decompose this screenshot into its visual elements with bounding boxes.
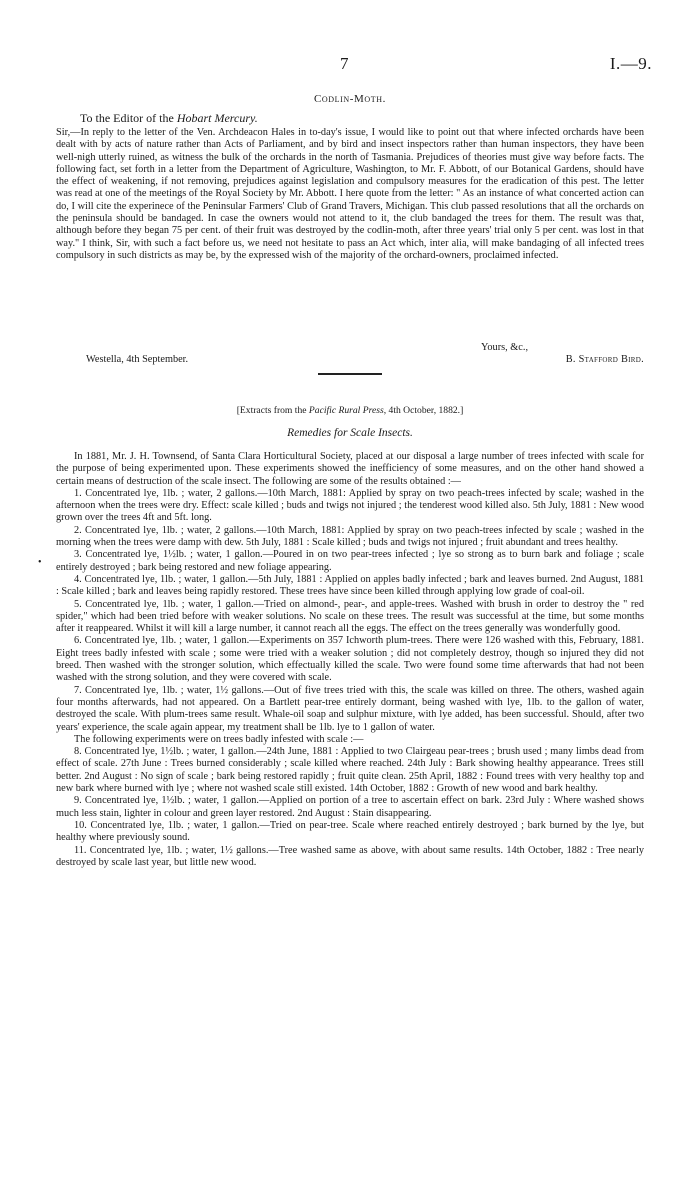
salutation [80, 111, 258, 126]
extract-subtitle: Remedies for Scale Insects. [287, 427, 413, 439]
place-date: Westella, 4th September. [86, 354, 189, 365]
extract-paragraph: 6. Concentrated lye, 1lb. ; water, 1 gallon.—Experiments on 357 Ichworth plum-trees. There were 126 washed with this, February, 1881. Eight trees badly infested with scale ; some were tried with a weaker solution ; did not completely destroy, though so injured they did not breed. Then washed with the stronger solution, which effectually killed the scale. Two were found some time afterwards that had not been washed with the strong solution, and they were covered with scale. [56, 635, 644, 684]
salutation-prefix: To the Editor of the [80, 111, 177, 125]
extract-paragraph: 7. Concentrated lye, 1lb. ; water, 1½ gallons.—Out of five trees tried with this, the scale was killed on three. The others, washed again four months afterwards, had not appeared. On a Bartlett pear-tree entirely dormant, being washed with lye, 1lb. to the gallon of water, destroyed the scale. With plum-trees same result. Whale-oil soap and sulphur mixture, with lye added, has been successful. Should, after two years' experience, the scale again appear, my treatment shall be 1lb. lye to 1 gallon of water. [56, 684, 644, 733]
letter-closing: Yours, &c., [481, 342, 529, 353]
extract-paragraph: In 1881, Mr. J. H. Townsend, of Santa Clara Horticultural Society, placed at our disposal a large number of trees infected with scale for the purpose of being experimented upon. These experiments showed the inefficiency of some measures, and on the other hand showed a certain means of destruction of the scale insect. The following are some of the results obtained :— [56, 451, 644, 487]
extract-paragraph: 5. Concentrated lye, 1lb. ; water, 1 gallon.—Tried on almond-, pear-, and apple-trees. Washed with brush in order to destroy the " red spider," which had been tried before with weaker solutions. No scale on these trees. The result was successful at the time, but some months after it reappeared. Whilst it will kill a large number, it cannot reach all the eggs. The effect on the trees generally was wonderfully good. [56, 598, 644, 635]
extract-paragraph: 3. Concentrated lye, 1½lb. ; water, 1 gallon.—Poured in on two pear-trees infected ; lye so strong as to burn bark and foliage ; scale entirely destroyed ; bark being restored and new foliage appearing. [56, 549, 644, 573]
extract-note-close: , 4th October, 1882.] [383, 405, 464, 416]
extract-paragraph: 4. Concentrated lye, 1lb. ; water, 1 gallon.—5th July, 1881 : Applied on apples badly infected ; bark and leaves burned. 2nd August, 1881 : Scale killed ; bark and leaves being rapidly restored. These trees have since been killed through applying low grade of coal-oil. [56, 573, 644, 598]
extract-paper-name: Pacific Rural Press [308, 405, 384, 416]
letter-paragraph: Sir,—In reply to the letter of the Ven. Archdeacon Hales in to-day's issue, I would like to point out that where infected orchards have been dealt with by acts of nature rather than Acts of Parliament, and by bird and insect inspectors rather than human inspectors, they have been well-nigh utterly ruined, as witness the bulk of the orchards in the north of Tasmania. Prejudices of theories must give way before facts. The following fact, set forth in a letter from the Department of Agriculture, Washington, to Mr. F. Abbott, of our Botanical Gardens, should have the effect of weakening, if not removing, prejudices against legislation and compulsory measures for the eradication of this pest. The letter was read at one of the meetings of the Royal Society by Mr. Abbott. I here quote from the letter: " As an instance of what concerted action can do, I will cite the experinece of the Peninsular Farmers' Club of Grand Travers, Michigan. This club passed resolutions that all the orchards on the peninsula should be bandaged. In case the owners would not attend to it, the club bandaged the trees for them. The result was that, although before they began 75 per cent. of their fruit was destroyed by the codlin-moth, after three years' trial only 5 per cent. was lost in that way." I think, Sir, with such a fact before us, we need not hesitate to pass an Act which, inter alia, will make bandaging of all infected trees compulsory in such districts as may be, by the expressed wish of the majority of the orchard-owners, proclaimed infected. [56, 127, 644, 261]
extract-paragraph: 9. Concentrated lye, 1½lb. ; water, 1 gallon.—Applied on portion of a tree to ascertain effect on bark. 23rd July : Where washed shows much less stain, lighter in colour and green layer restored. 2nd August : Stain disappearing. [56, 795, 644, 819]
margin-mark: • [38, 557, 42, 568]
signature: B. Stafford Bird. [565, 354, 644, 365]
extract-paragraph: 2. Concentrated lye, 1lb. ; water, 2 gallons.—10th March, 1881: Applied by spray on two peach-trees infected by scale ; washed in the morning when the trees were damp with dew. 5th July, 1881 : Scale killed ; buds and twigs not injured ; fruit abundant and trees healthy. [56, 524, 644, 549]
page-number: 7 [340, 54, 349, 73]
extract-source-note [0, 405, 700, 416]
extract-paragraph: 8. Concentrated lye, 1½lb. ; water, 1 gallon.—24th June, 1881 : Applied to two Clairgeau pear-trees ; brush used ; many limbs dead from effect of scale. 27th June : Trees burned considerably ; scale killed where reached. 24th July : Bark showing healthy appearance. Trees still better. 2nd August : No sign of scale ; bark being restored rapidly ; fruit quite clean. 25th April, 1882 : Found trees with very healthy top and new bark where burned with lye ; where not washed scale still existed. 14th October, 1882 : Growth of new wood and bark healthy. [56, 746, 644, 795]
letter-title: Codlin-Moth. [313, 93, 387, 105]
extract-paragraph: 11. Concentrated lye, 1lb. ; water, 1½ gallons.—Tree washed same as above, with about same results. 14th October, 1882 : Tree nearly destroyed by scale last year, but little new wood. [56, 844, 644, 868]
extract-body [56, 451, 644, 869]
letter-body [56, 127, 644, 262]
document-code: I.—9. [609, 54, 652, 73]
extract-note-open: [Extracts from the [236, 405, 309, 416]
extract-paragraph: 1. Concentrated lye, 1lb. ; water, 2 gallons.—10th March, 1881: Applied by spray on two peach-trees infected by scale; washed in the afternoon when the trees were dry. Effect: scale killed ; buds and twigs not injured ; the tenderest wood killed also. 5th July, 1881 : New wood grown over the trees 4ft and 5ft. long. [56, 487, 644, 524]
section-divider [318, 373, 382, 375]
newspaper-name: Hobart Mercury. [176, 111, 258, 125]
extract-paragraph: The following experiments were on trees badly infested with scale :— [74, 733, 364, 745]
extract-paragraph: 10. Concentrated lye, 1lb. ; water, 1 gallon.—Tried on pear-tree. Scale where reached entirely destroyed ; bark burned by the lye, but healthy where previously sound. [56, 819, 644, 844]
